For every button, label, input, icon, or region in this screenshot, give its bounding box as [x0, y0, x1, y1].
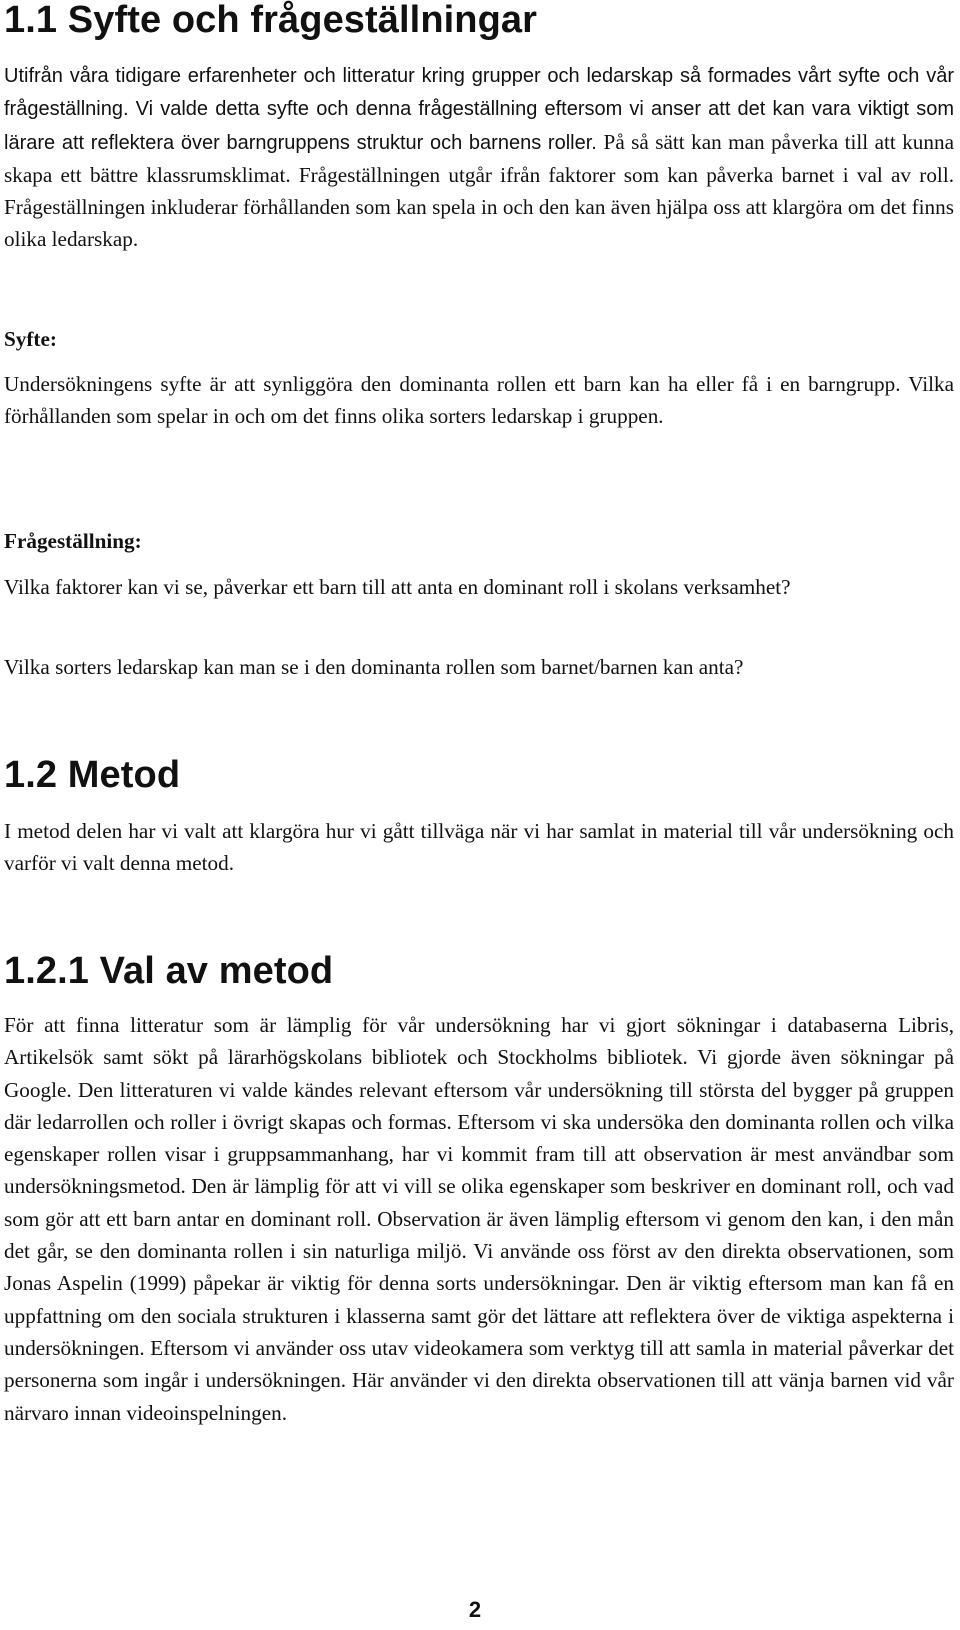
question-1: Vilka faktorer kan vi se, påverkar ett barn till att anta en dominant roll i skolans verksamhet? [4, 575, 791, 599]
question-2: Vilka sorters ledarskap kan man se i den dominanta rollen som barnet/barnen kan anta? [4, 655, 744, 679]
fragestallning-label: Frågeställning: [4, 529, 142, 553]
intro-text-sans: Utifrån våra tidigare erfarenheter och litteratur kring grupper och ledarskap så formades vårt syfte och vår frågeställning. Vi valde detta syfte och denna frågeställning eftersom vi anser att det kan vara viktigt som lärare att reflektera över barngruppens struktur och barnens roller. [4, 65, 954, 154]
metod-paragraph: I metod delen har vi valt att klargöra hur vi gått tillväga när vi har samlat in material till vår undersökning och varför vi valt denna metod. [4, 819, 954, 876]
syfte-paragraph: Undersökningens syfte är att synliggöra den dominanta rollen ett barn kan ha eller få i en barngrupp. Vilka förhållanden som spelar in och om det finns olika sorters ledarskap i gruppen. [4, 372, 954, 429]
section-heading-syfte: 1.1 Syfte och frågeställningar [4, 0, 538, 41]
section-heading-val-av-metod: 1.2.1 Val av metod [4, 950, 334, 992]
section-heading-metod: 1.2 Metod [4, 754, 181, 796]
intro-paragraph [4, 59, 954, 256]
syfte-label: Syfte: [4, 327, 57, 351]
page-number: 2 [468, 1597, 482, 1622]
intro-text-serif: På så sätt kan man påverka till att kunna skapa ett bättre klassrumsklimat. Frågeställningen utgår ifrån faktorer som kan påverka barnet i val av roll. Frågeställningen inkluderar förhållanden som kan spela in och den kan även hjälpa oss att klargöra om det finns olika ledarskap. [4, 129, 954, 252]
val-av-metod-paragraph: För att finna litteratur som är lämplig för vår undersökning har vi gjort sökningar i databaserna Libris, Artikelsök samt sökt på lärarhögskolans bibliotek och Stockholms bibliotek. Vi gjorde även sökningar på Google. Den litteraturen vi valde kändes relevant eftersom vår undersökning till största del bygger på gruppen där ledarrollen och roller i övrigt skapas och formas. Eftersom vi ska undersöka den dominanta rollen och vilka egenskaper rollen visar i gruppsammanhang, har vi kommit fram till att observation är mest användbar som undersökningsmetod. Den är lämplig för att vi vill se olika egenskaper som beskriver en dominant roll, och vad som gör att ett barn antar en dominant roll. Observation är även lämplig eftersom vi genom den kan, i den mån det går, se den dominanta rollen i sin naturliga miljö. Vi använde oss först av den direkta observationen, som Jonas Aspelin (1999) påpekar är viktig för denna sorts undersökningar. Den är viktig eftersom man kan få en uppfattning om den sociala strukturen i klasserna samt gör det lättare att reflektera över de viktiga aspekterna i undersökningen. Eftersom vi använder oss utav videokamera som verktyg till att samla in material påverkar det personerna som ingår i undersökningen. Här använder vi den direkta observationen till att vänja barnen vid vår närvaro innan videoinspelningen. [4, 1013, 954, 1425]
